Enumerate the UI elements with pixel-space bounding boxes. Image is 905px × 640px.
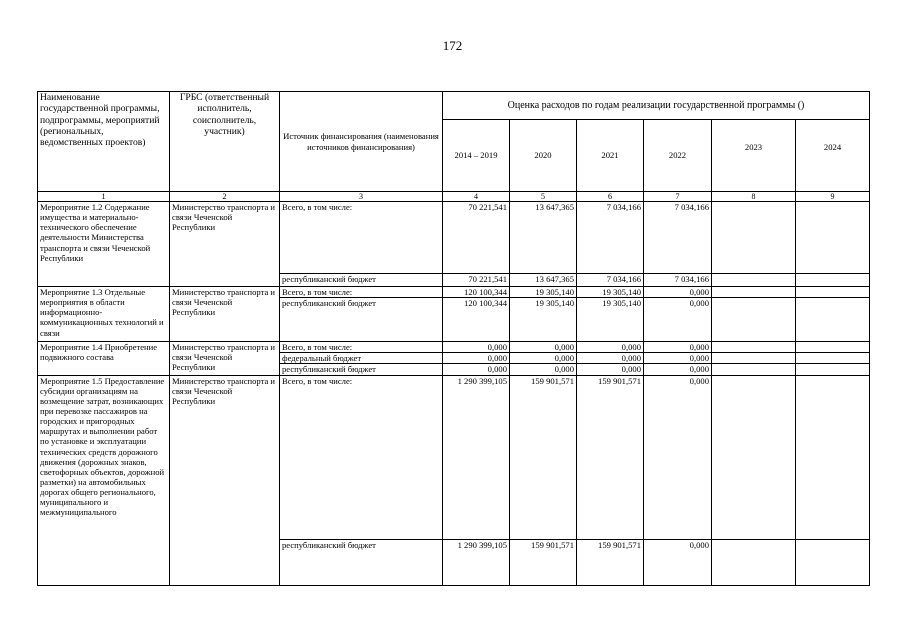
value-cell [796,298,870,342]
value-cell: 0,000 [577,364,644,375]
table-row [38,375,870,539]
column-number: 5 [510,192,577,202]
column-number: 1 [38,192,170,202]
column-number: 7 [644,192,712,202]
header-year: 2021 [577,120,644,192]
value-cell: 13 647,365 [510,274,577,287]
table-row [38,202,870,274]
value-cell: 159 901,571 [577,539,644,585]
value-cell [712,364,796,375]
header-source: Источник финансирования (наименования источников финансирования) [280,92,443,192]
value-cell: 0,000 [644,353,712,364]
activity-name: Мероприятие 1.5 Предоставление субсидии организациям на возмещение затрат, возникающих при перевозке пассажиров на городских и пригородных маршрутах и выполнении работ по установке и эксплуатации технических средств дорожного движения (дорожных знаков, светофорных объектов, дорожной разметки) на автомобильных дорогах общего регионального, муниципального и межмуниципального [38,375,170,585]
activity-grbs: Министерство транспорта и связи Чеченской Республики [170,287,280,342]
header-year: 2024 [796,120,870,192]
page-number: 172 [442,38,463,53]
value-cell [796,342,870,353]
header-year: 2020 [510,120,577,192]
value-cell [712,298,796,342]
source-label: Всего, в том числе: [280,202,443,274]
value-cell: 70 221,541 [443,202,510,274]
value-cell: 0,000 [443,353,510,364]
column-number: 2 [170,192,280,202]
source-label: республиканский бюджет [280,364,443,375]
value-cell [712,342,796,353]
source-label: республиканский бюджет [280,274,443,287]
value-cell: 1 290 399,105 [443,539,510,585]
value-cell [712,274,796,287]
value-cell: 13 647,365 [510,202,577,274]
column-number: 8 [712,192,796,202]
value-cell: 159 901,571 [510,375,577,539]
header-year: 2014 – 2019 [443,120,510,192]
value-cell: 19 305,140 [510,298,577,342]
activity-name: Мероприятие 1.4 Приобретение подвижного состава [38,342,170,375]
column-number: 9 [796,192,870,202]
value-cell: 7 034,166 [644,274,712,287]
value-cell: 0,000 [644,539,712,585]
source-label: федеральный бюджет [280,353,443,364]
source-label: республиканский бюджет [280,298,443,342]
value-cell: 0,000 [644,375,712,539]
value-cell [796,274,870,287]
activity-name: Мероприятие 1.2 Содержание имущества и материально-технического обеспечение деятельности Министерства транспорта и связи Чеченской Республики [38,202,170,287]
value-cell: 120 100,344 [443,287,510,298]
header-grbs: ГРБС (ответственный исполнитель, соисполнитель, участник) [170,92,280,192]
column-number: 4 [443,192,510,202]
activity-name: Мероприятие 1.3 Отдельные мероприятия в области информационно-коммуникационных технологий и связи [38,287,170,342]
value-cell [796,539,870,585]
value-cell: 159 901,571 [577,375,644,539]
budget-table [37,91,870,586]
value-cell: 7 034,166 [577,202,644,274]
value-cell: 1 290 399,105 [443,375,510,539]
value-cell: 19 305,140 [510,287,577,298]
header-year: 2022 [644,120,712,192]
value-cell: 7 034,166 [644,202,712,274]
value-cell: 0,000 [443,364,510,375]
activity-grbs: Министерство транспорта и связи Чеченской Республики [170,342,280,375]
value-cell [712,202,796,274]
value-cell: 70 221,541 [443,274,510,287]
column-number-row [38,192,870,202]
value-cell: 19 305,140 [577,287,644,298]
value-cell: 0,000 [644,364,712,375]
table-row [38,287,870,298]
value-cell: 0,000 [644,342,712,353]
column-number: 6 [577,192,644,202]
value-cell [796,287,870,298]
source-label: Всего, в том числе: [280,375,443,539]
value-cell [712,353,796,364]
value-cell: 0,000 [577,342,644,353]
value-cell: 0,000 [644,287,712,298]
source-label: республиканский бюджет [280,539,443,585]
header-year: 2023 [712,120,796,192]
value-cell: 0,000 [443,342,510,353]
value-cell [796,375,870,539]
value-cell [712,539,796,585]
activity-grbs: Министерство транспорта и связи Чеченской Республики [170,375,280,585]
value-cell: 120 100,344 [443,298,510,342]
activity-grbs: Министерство транспорта и связи Чеченской Республики [170,202,280,287]
value-cell: 7 034,166 [577,274,644,287]
table-row [38,342,870,353]
source-label: Всего, в том числе: [280,287,443,298]
header-estimate: Оценка расходов по годам реализации государственной программы () [443,92,870,120]
header-name: Наименование государственной программы, подпрограммы, мероприятий (региональных, ведомственных проектов) [38,92,170,192]
value-cell [796,202,870,274]
value-cell: 0,000 [510,342,577,353]
value-cell [712,375,796,539]
value-cell: 0,000 [510,364,577,375]
value-cell [712,287,796,298]
value-cell: 0,000 [577,353,644,364]
value-cell: 0,000 [510,353,577,364]
column-number: 3 [280,192,443,202]
value-cell: 19 305,140 [577,298,644,342]
source-label: Всего, в том числе: [280,342,443,353]
value-cell [796,364,870,375]
value-cell: 159 901,571 [510,539,577,585]
value-cell [796,353,870,364]
value-cell: 0,000 [644,298,712,342]
